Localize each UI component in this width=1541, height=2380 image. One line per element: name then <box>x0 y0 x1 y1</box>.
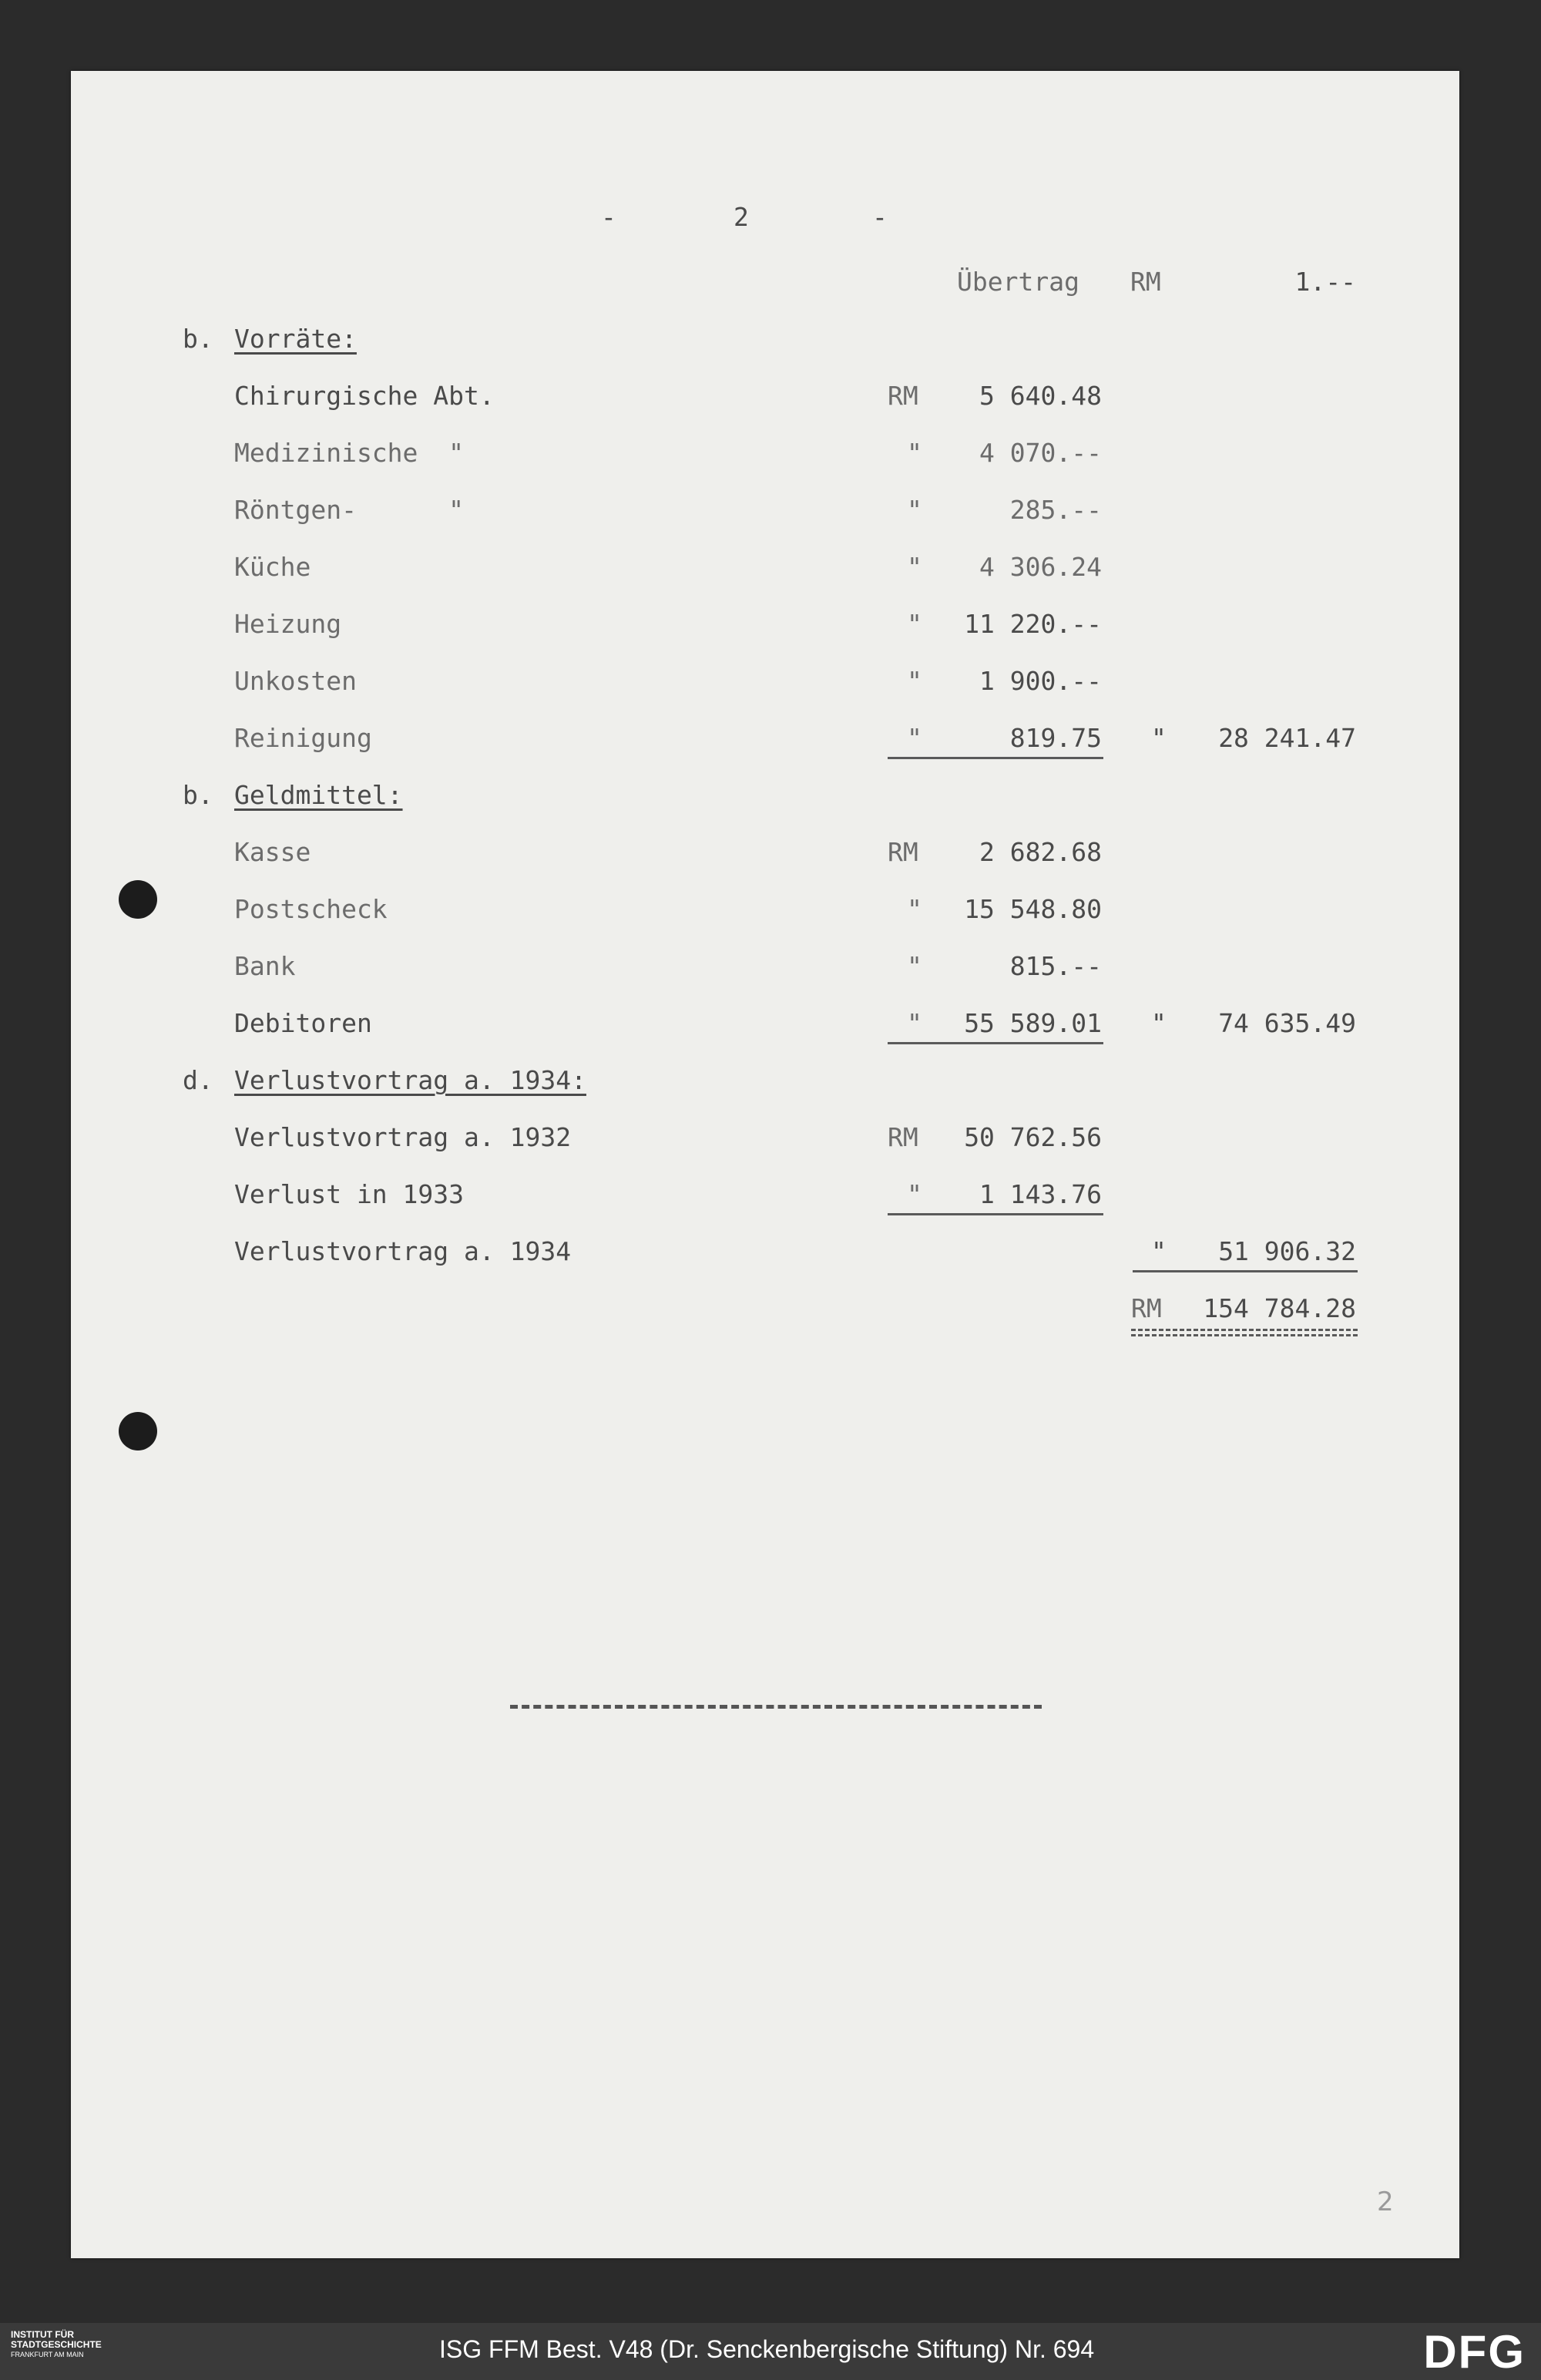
verlust-prefix: d. <box>183 1065 213 1095</box>
vorraete-item-prefix: " <box>907 438 922 468</box>
subtotal-rule <box>888 1213 1103 1215</box>
vorraete-item-amount: 4 306.24 <box>979 552 1102 582</box>
geldmittel-item-label: Debitoren <box>234 1008 372 1038</box>
header-dash-left: - <box>601 202 616 232</box>
punch-hole-top <box>119 880 157 919</box>
geldmittel-item-amount: 55 589.01 <box>964 1008 1102 1038</box>
vorraete-item-label: Medizinische " <box>234 438 465 468</box>
institution-line: INSTITUT FÜR <box>11 2329 74 2340</box>
geldmittel-item-label: Kasse <box>234 837 311 867</box>
vorraete-item-label: Röntgen- " <box>234 495 465 525</box>
verlust-total: 51 906.32 <box>1218 1236 1356 1266</box>
vorraete-item-amount: 285.-- <box>1009 495 1102 525</box>
geldmittel-item-prefix: " <box>907 894 922 924</box>
archive-footer <box>0 2323 1541 2380</box>
geldmittel-heading: Geldmittel: <box>234 780 403 810</box>
verlust-heading: Verlustvortrag a. 1934: <box>234 1065 586 1095</box>
subtotal-rule <box>888 757 1103 759</box>
uebertrag-amount: 1.-- <box>1294 267 1356 297</box>
page-number: 2 <box>734 202 749 232</box>
geldmittel-item-amount: 815.-- <box>1009 951 1102 981</box>
institution-line: FRANKFURT AM MAIN <box>11 2351 84 2358</box>
dfg-logo: DFG <box>1423 2326 1526 2378</box>
vorraete-item-prefix: " <box>907 495 922 525</box>
verlust-item-label: Verlustvortrag a. 1932 <box>234 1122 572 1152</box>
geldmittel-item-prefix: RM <box>888 837 918 867</box>
geldmittel-total-prefix: " <box>1151 1008 1167 1038</box>
vorraete-item-label: Unkosten <box>234 666 357 696</box>
header-dash-right: - <box>872 202 888 232</box>
vorraete-heading: Vorräte: <box>234 324 357 354</box>
document-page <box>71 71 1459 2258</box>
verlust-result-label: Verlustvortrag a. 1934 <box>234 1236 572 1266</box>
vorraete-total-prefix: " <box>1151 723 1167 753</box>
punch-hole-bottom <box>119 1412 157 1451</box>
vorraete-item-amount: 1 900.-- <box>979 666 1102 696</box>
vorraete-item-prefix: RM <box>888 381 918 411</box>
vorraete-item-prefix: " <box>907 609 922 639</box>
geldmittel-item-prefix: " <box>907 951 922 981</box>
uebertrag-label: Übertrag <box>957 267 1079 297</box>
grand-total-amount: 154 784.28 <box>1203 1293 1356 1323</box>
institution-line: STADTGESCHICHTE <box>11 2339 102 2350</box>
verlust-total-prefix: " <box>1151 1236 1167 1266</box>
vorraete-item-amount: 4 070.-- <box>979 438 1102 468</box>
geldmittel-prefix: b. <box>183 780 213 810</box>
vorraete-item-prefix: " <box>907 666 922 696</box>
vorraete-total: 28 241.47 <box>1218 723 1356 753</box>
vorraete-item-label: Chirurgische Abt. <box>234 381 495 411</box>
vorraete-item-amount: 5 640.48 <box>979 381 1102 411</box>
closing-separator <box>510 1705 1042 1709</box>
total-rule <box>1133 1270 1358 1272</box>
geldmittel-item-prefix: " <box>907 1008 922 1038</box>
geldmittel-item-label: Bank <box>234 951 296 981</box>
subtotal-rule <box>888 1042 1103 1044</box>
verlust-item-amount: 50 762.56 <box>964 1122 1102 1152</box>
archive-caption: ISG FFM Best. V48 (Dr. Senckenbergische Stiftung) Nr. 694 <box>439 2335 1095 2363</box>
grand-total-currency: RM <box>1131 1293 1162 1323</box>
geldmittel-item-amount: 15 548.80 <box>964 894 1102 924</box>
verlust-item-amount: 1 143.76 <box>979 1179 1102 1209</box>
vorraete-prefix: b. <box>183 324 213 354</box>
uebertrag-currency: RM <box>1130 267 1161 297</box>
pencil-page-number: 2 <box>1377 2187 1394 2217</box>
vorraete-item-label: Reinigung <box>234 723 372 753</box>
geldmittel-total: 74 635.49 <box>1218 1008 1356 1038</box>
geldmittel-item-label: Postscheck <box>234 894 388 924</box>
verlust-item-label: Verlust in 1933 <box>234 1179 465 1209</box>
vorraete-item-label: Küche <box>234 552 311 582</box>
vorraete-item-prefix: " <box>907 552 922 582</box>
double-underline <box>1131 1329 1358 1336</box>
vorraete-item-amount: 11 220.-- <box>964 609 1102 639</box>
vorraete-item-prefix: " <box>907 723 922 753</box>
vorraete-item-amount: 819.75 <box>1009 723 1102 753</box>
institution-logo <box>11 2330 149 2360</box>
verlust-item-prefix: " <box>907 1179 922 1209</box>
vorraete-item-label: Heizung <box>234 609 342 639</box>
geldmittel-item-amount: 2 682.68 <box>979 837 1102 867</box>
verlust-item-prefix: RM <box>888 1122 918 1152</box>
